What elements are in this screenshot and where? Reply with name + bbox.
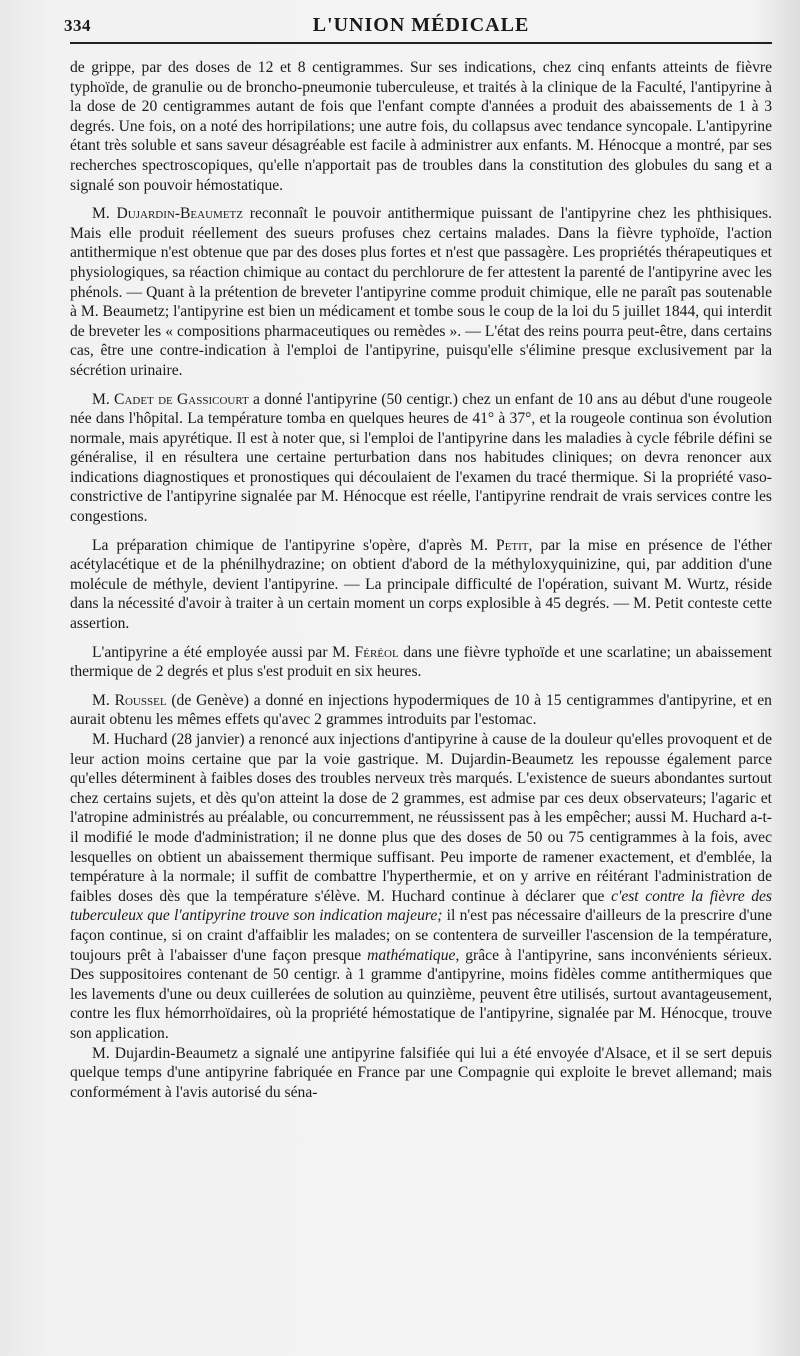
- paragraph-3: M. Cadet de Gassicourt a donné l'antipyrine (50 centigr.) chez un enfant de 10 ans au début d'une rougeole née dans l'hôpital. La température tomba en quelques heures de 41° à 37°, et la rougeole continua son évolution normale, mais apyrétique. Il est à noter que, si l'emploi de l'antipyrine dans les maladies à cycle fébrile défini se généralise, il en résultera une certaine perturbation dans nos habitudes cliniques; on devra renoncer aux indications diagnostiques et pronostiques qui découlaient de l'examen du tracé thermique. Si la propriété vaso-constrictive de l'antipyrine signalée par M. Hénocque est réelle, l'antipyrine rendrait de vrais services contre les congestions.: [70, 390, 773, 526]
- paragraph-2: M. Dujardin-Beaumetz reconnaît le pouvoir antithermique puissant de l'antipyrine chez les phthisiques. Mais elle produit réellement des sueurs profuses chez certains malades. Dans la fièvre typhoïde, l'action antithermique n'est obtenue que par des doses plus fortes et n'est que passagère. Les propriétés thérapeutiques et physiologiques, sa réaction chimique au contact du perchlorure de fer attestent la parenté de l'antipyrine avec les phénols. — Quant à la prétention de breveter l'antipyrine comme produit chimique, elle ne paraît pas soutenable à M. Beaumetz; l'antipyrine est bien un médicament et tombe sous le coup de la loi du 5 juillet 1844, qui interdit de breveter les « compositions pharmaceutiques ou remèdes ». — L'état des reins pourra peut-être, dans certains cas, être une contre-indication à l'emploi de l'antipyrine, puisqu'elle s'élimine presque exclusivement par la sécrétion urinaire.: [70, 205, 772, 379]
- paragraph-6: M. Roussel (de Genève) a donné en injections hypodermiques de 10 à 15 centigrammes d'antipyrine, et en aurait obtenu les mêmes effets qu'avec 2 grammes introduits par l'estomac.: [70, 691, 772, 729]
- italic-emphasis: mathématique: [367, 946, 456, 964]
- paragraph-8: M. Dujardin-Beaumetz a signalé une antipyrine falsifiée qui lui a été envoyée d'Alsace, et il se sert depuis quelque temps d'une antipyrine fabriquée en France par une Compagnie qui exploite le brevet allemand; mais conformément à l'avis autorisé du séna-: [70, 1044, 772, 1101]
- page-header: [64, 8, 772, 44]
- body-text: [70, 58, 772, 1102]
- italic-emphasis: c'est contre la fièvre des tuberculeux que l'antipyrine trouve son indication majeure;: [70, 887, 772, 925]
- speaker-name: M. Dujardin-Beaumetz: [92, 205, 243, 223]
- paragraph-4: La préparation chimique de l'antipyrine s'opère, d'après M. Petit, par la mise en présence de l'éther acétylacétique et de la phénilhydrazine; on obtient d'abord de la méthyloxyquinizine, qui, par addition d'une molécule de méthyle, devient l'antipyrine. — La principale difficulté de l'opération, suivant M. Wurtz, réside dans la nécessité d'avoir à traiter à un certain moment un corps explosible à 45 degrés. — M. Petit conteste cette assertion.: [70, 536, 772, 633]
- paragraph-5: L'antipyrine a été employée aussi par M. Féréol dans une fièvre typhoïde et une scarlatine; un abaissement thermique de 2 degrés et plus s'est produit en six heures.: [70, 643, 773, 681]
- running-title: L'UNION MÉDICALE: [312, 14, 530, 36]
- page-number: 334: [64, 16, 91, 35]
- speaker-name: Féréol: [354, 643, 399, 661]
- speaker-name: M. Cadet de Gassicourt: [92, 390, 249, 408]
- speaker-name: Petit: [496, 536, 529, 554]
- paragraph-1: de grippe, par des doses de 12 et 8 centigrammes. Sur ses indications, chez cinq enfants atteints de fièvre typhoïde, de granulie ou de broncho-pneumonie tuberculeuse, et traités à la clinique de la Faculté, l'antipyrine à la dose de 20 centigrammes autant de fois que l'enfant compte d'années a produit des abaissements de 1 à 3 degrés. Une fois, on a noté des horripilations; une autre fois, du collapsus avec tendance syncopale. L'antipyrine étant très soluble et sans saveur désagréable est facile à administrer aux enfants. M. Hénocque a montré, par ses recherches spectroscopiques, qu'elle n'apportait pas de troubles dans la constitution des globules du sang et a signalé son pouvoir hémostatique.: [70, 59, 772, 194]
- speaker-name: Roussel: [114, 691, 167, 709]
- paragraph-7: M. Huchard (28 janvier) a renoncé aux injections d'antipyrine à cause de la douleur qu'elles provoquent et de leur action moins certaine que par la voie gastrique. M. Dujardin-Beaumetz les repousse également parce qu'elles déterminent à faibles doses des troubles nerveux très marqués. L'existence de sueurs abondantes surtout chez certains sujets, et dès qu'on atteint la dose de 2 grammes, est admise par ces deux observateurs; l'agaric et l'atropine administrés au préalable, ou concurremment, ne réussissent pas à les empêcher; aussi M. Huchard a-t-il modifié le mode d'administration; il ne donne plus que des doses de 50 ou 75 centigrammes à la fois, avec lesquelles on obtient un abaissement thermique suffisant. Peu importe de ramener exactement, et d'emblée, la température à la normale; il suffit de combattre l'hyperthermie, et on y arrive en réitérant l'administration de faibles doses dès que la température s'élève. M. Huchard continue à déclarer que c'est contre la fièvre des tuberculeux que l'antipyrine trouve son indication majeure; il n'est pas nécessaire d'ailleurs de la prescrire d'une façon continue, si on craint d'affaiblir les malades; on se contentera de surveiller l'ascension de la température, toujours prêt à l'abaisser d'une façon presque mathématique, grâce à l'antipyrine, sans inconvénients sérieux. Des suppositoires contenant de 50 centigr. à 1 gramme d'antipyrine, moins fidèles comme antithermiques que les lavements d'une ou deux cuillerées de solution au quinzième, peuvent être utilisés, surtout avantageusement, contre les flux hémorrhoïdaires, où la propriété hémostatique de l'antipyrine, signalée par M. Hénocque, trouve son application.: [70, 731, 772, 1042]
